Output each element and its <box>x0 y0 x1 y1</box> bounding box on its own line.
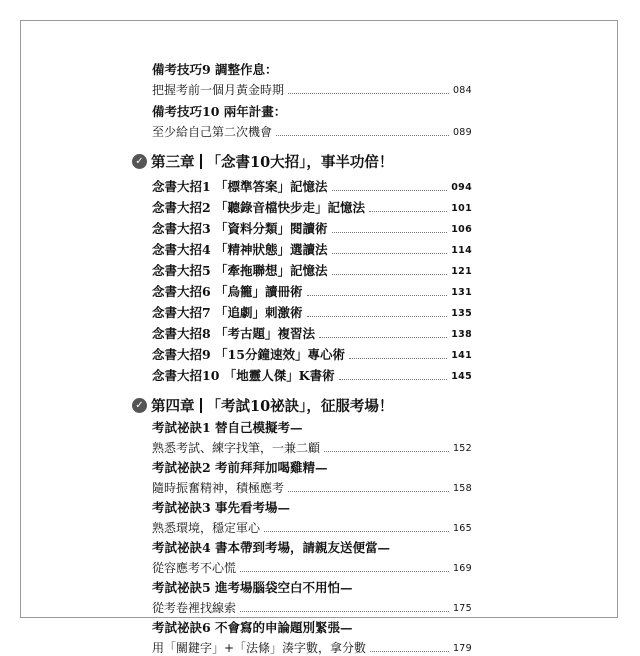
dot-leader <box>332 273 448 275</box>
page-number: 169 <box>452 563 472 574</box>
toc-entry[interactable] <box>152 418 472 456</box>
chapter-label: 第三章 <box>151 153 195 171</box>
page-number: 101 <box>451 203 472 214</box>
circle-check-icon: ✓ <box>132 398 147 413</box>
entry-subtitle: 隨時振奮精神，積極應考 <box>152 481 285 495</box>
divider <box>200 398 202 413</box>
page-number: 152 <box>452 443 472 454</box>
toc-entry[interactable] <box>152 578 472 616</box>
entry-heading: 備考技巧9 調整作息： <box>152 62 278 77</box>
dot-leader <box>332 231 448 233</box>
entry-text: 念書大招2 「聽錄音檔快步走」記憶法 <box>152 200 366 215</box>
entry-subtitle: 從考卷裡找線索 <box>152 601 237 615</box>
page-number: 145 <box>451 371 472 382</box>
entry-text: 念書大招10 「地靈人傑」K書術 <box>152 368 335 383</box>
toc-entry[interactable] <box>152 218 472 237</box>
chapter4-list <box>152 418 472 656</box>
chapter-title: 「念書10大招」，事半功倍！ <box>206 153 394 171</box>
dot-leader <box>288 490 449 492</box>
dot-leader <box>276 134 449 136</box>
toc-entry[interactable] <box>152 102 472 140</box>
entry-heading: 考試祕訣4 書本帶到考場，請親友送便當— <box>152 540 391 555</box>
entry-heading: 考試祕訣1 替自己模擬考— <box>152 420 303 435</box>
entry-heading: 考試祕訣6 不會寫的申論題別緊張— <box>152 620 353 635</box>
dot-leader <box>319 336 447 338</box>
entry-subtitle: 至少給自己第二次機會 <box>152 125 273 139</box>
chapter3-list <box>152 176 472 384</box>
page-number: 094 <box>451 182 472 193</box>
toc-entry[interactable] <box>152 197 472 216</box>
entry-text: 念書大招1 「標準答案」記憶法 <box>152 179 328 194</box>
toc-entry[interactable] <box>152 498 472 536</box>
toc-entry[interactable] <box>152 365 472 384</box>
chapter-label: 第四章 <box>151 397 195 415</box>
dot-leader <box>324 450 449 452</box>
toc-entry[interactable] <box>152 281 472 300</box>
circle-check-icon: ✓ <box>132 154 147 169</box>
entry-text: 念書大招8 「考古題」複習法 <box>152 326 316 341</box>
toc-entry[interactable] <box>152 344 472 363</box>
dot-leader <box>349 357 447 359</box>
toc-entry[interactable] <box>152 458 472 496</box>
page-number: 089 <box>452 127 472 138</box>
toc-entry[interactable] <box>152 618 472 656</box>
dot-leader <box>369 210 447 212</box>
page-number: 114 <box>451 245 472 256</box>
dot-leader <box>307 294 448 296</box>
entry-text: 念書大招9 「15分鐘速效」專心術 <box>152 347 345 362</box>
page-number: 131 <box>451 287 472 298</box>
toc-entry[interactable] <box>152 323 472 342</box>
entry-subtitle: 用「關鍵字」+「法條」湊字數，拿分數 <box>152 641 367 655</box>
chapter-heading[interactable] <box>132 392 472 418</box>
entry-text: 念書大招7 「追劇」刺激術 <box>152 305 303 320</box>
chapter-title: 「考試10祕訣」，征服考場！ <box>206 397 394 415</box>
dot-leader <box>240 610 449 612</box>
page-number: 179 <box>452 643 472 654</box>
section-top <box>152 60 472 140</box>
divider <box>200 154 202 169</box>
toc-entry[interactable] <box>152 302 472 321</box>
page-number: 141 <box>451 350 472 361</box>
dot-leader <box>370 650 449 652</box>
toc-entry[interactable] <box>152 239 472 258</box>
entry-subtitle: 熟悉環境，穩定軍心 <box>152 521 261 535</box>
dot-leader <box>264 530 449 532</box>
dot-leader <box>288 92 449 94</box>
dot-leader <box>307 315 448 317</box>
entry-heading: 考試祕訣2 考前拜拜加喝雞精— <box>152 460 328 475</box>
entry-subtitle: 從容應考不心慌 <box>152 561 237 575</box>
entry-subtitle: 熟悉考試、練字找筆，一兼二顧 <box>152 441 321 455</box>
page-number: 135 <box>451 308 472 319</box>
entry-heading: 考試祕訣5 進考場腦袋空白不用怕— <box>152 580 353 595</box>
toc-entry[interactable] <box>152 260 472 279</box>
page-number: 084 <box>452 85 472 96</box>
entry-text: 念書大招3 「資料分類」閱讀術 <box>152 221 328 236</box>
page-number: 106 <box>451 224 472 235</box>
page-number: 138 <box>451 329 472 340</box>
entry-heading: 考試祕訣3 事先看考場— <box>152 500 291 515</box>
table-of-contents <box>135 60 472 656</box>
chapter-heading[interactable] <box>132 148 472 174</box>
page-number: 121 <box>451 266 472 277</box>
entry-text: 念書大招4 「精神狀態」選讀法 <box>152 242 328 257</box>
entry-heading: 備考技巧10 兩年計畫： <box>152 104 287 119</box>
toc-entry[interactable] <box>152 60 472 98</box>
page-number: 175 <box>452 603 472 614</box>
toc-entry[interactable] <box>152 176 472 195</box>
dot-leader <box>339 378 448 380</box>
page-number: 158 <box>452 483 472 494</box>
toc-entry[interactable] <box>152 538 472 576</box>
entry-text: 念書大招5 「牽拖聯想」記憶法 <box>152 263 328 278</box>
entry-text: 念書大招6 「烏籠」讀冊術 <box>152 284 303 299</box>
page-number: 165 <box>452 523 472 534</box>
dot-leader <box>332 252 448 254</box>
dot-leader <box>332 189 448 191</box>
dot-leader <box>240 570 449 572</box>
entry-subtitle: 把握考前一個月黃金時期 <box>152 83 285 97</box>
